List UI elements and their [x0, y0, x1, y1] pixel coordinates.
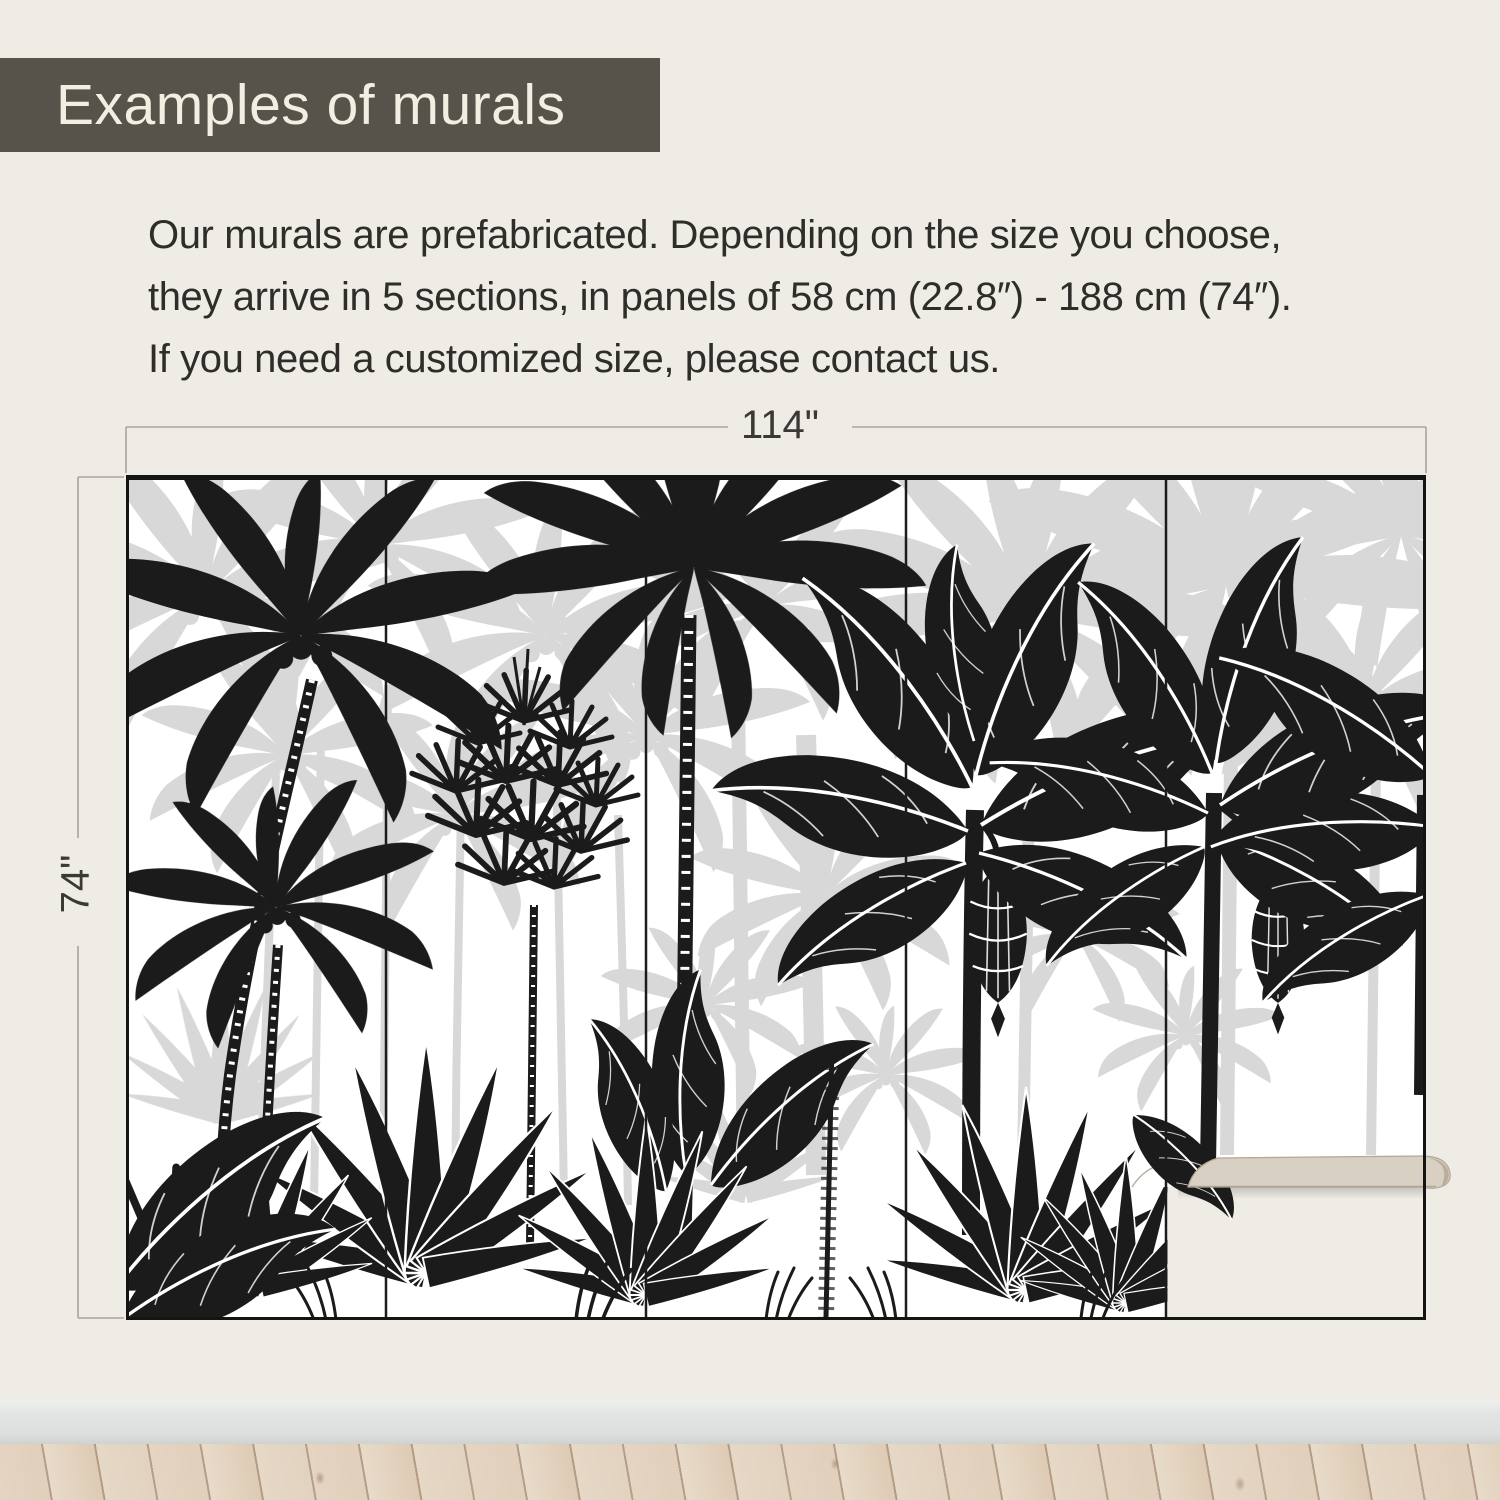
intro-paragraph [148, 204, 1291, 390]
mural-illustration [126, 475, 1426, 1320]
width-dimension-label: 114" [741, 403, 819, 447]
mural-panel [126, 475, 1426, 1320]
intro-line-1: Our murals are prefabricated. Depending on the size you choose, [148, 213, 1282, 257]
wood-floor [0, 1444, 1500, 1500]
height-dimension-label: 74" [53, 854, 98, 914]
title-banner [0, 58, 660, 152]
page-title: Examples of murals [56, 73, 566, 137]
peel-flap [1188, 1156, 1450, 1188]
intro-line-3: If you need a customized size, please contact us. [148, 337, 1001, 381]
baseboard [0, 1400, 1500, 1444]
intro-line-2: they arrive in 5 sections, in panels of 58 cm (22.8″) - 188 cm (74″). [148, 275, 1292, 319]
